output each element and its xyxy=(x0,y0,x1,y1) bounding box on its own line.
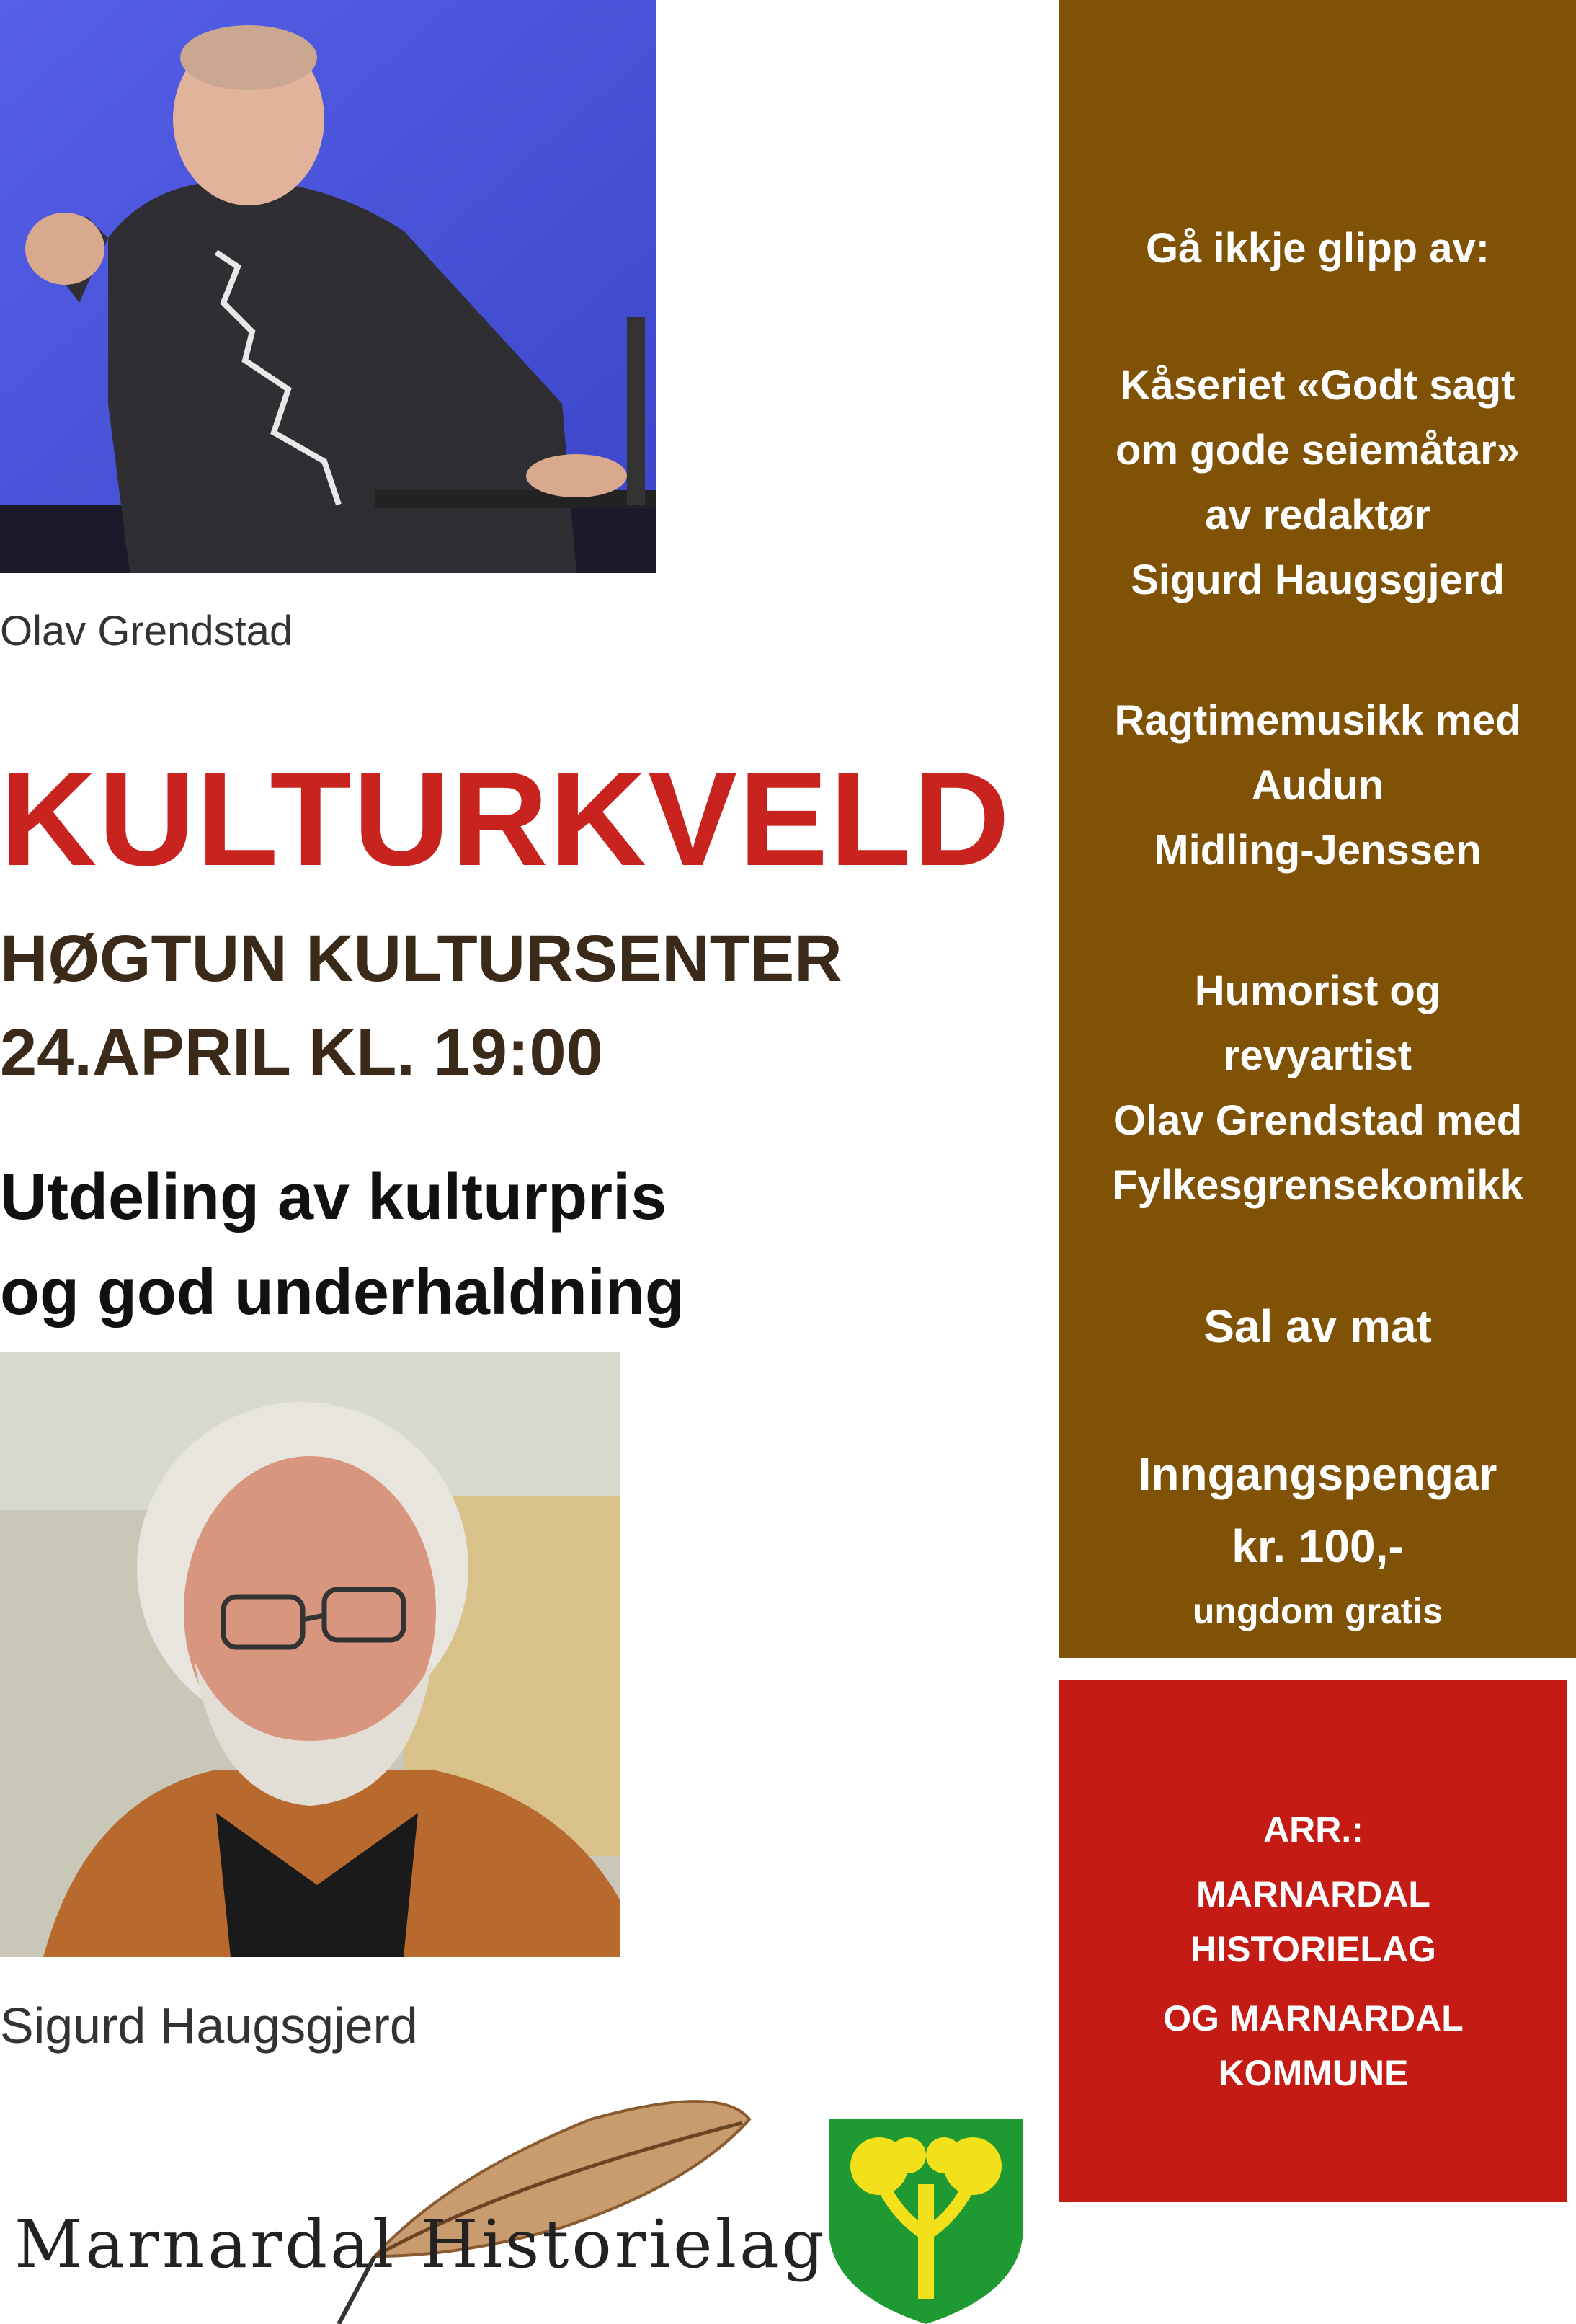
event-date: 24.APRIL KL. 19:00 xyxy=(0,1016,603,1089)
event-title: KULTURKVELD xyxy=(0,745,1012,894)
program-item-2-line-2: Audun xyxy=(1251,762,1384,809)
organizer-panel xyxy=(1059,1680,1567,2202)
program-price-note: ungdom gratis xyxy=(1192,1591,1443,1631)
program-item-3-line-3: Olav Grendstad med xyxy=(1113,1097,1523,1144)
organizer-line-2: HISTORIELAG xyxy=(1190,1929,1436,1969)
program-heading: Gå ikkje glipp av: xyxy=(1145,225,1490,272)
program-item-3-line-4: Fylkesgrensekomikk xyxy=(1112,1162,1523,1209)
program-item-1-line-4: Sigurd Haugsgjerd xyxy=(1131,556,1505,603)
program-item-3-line-2: revyartist xyxy=(1223,1032,1412,1079)
program-item-1-line-1: Kåseriet «Godt sagt xyxy=(1120,362,1515,409)
event-venue: HØGTUN KULTURSENTER xyxy=(0,922,842,995)
marnardal-coat-of-arms-icon xyxy=(829,2119,1023,2324)
program-price-label: Inngangspengar xyxy=(1138,1448,1497,1500)
program-food: Sal av mat xyxy=(1203,1300,1432,1352)
organizer-line-1: MARNARDAL xyxy=(1196,1874,1430,1915)
organizer-line-4: KOMMUNE xyxy=(1218,2053,1409,2093)
program-price: kr. 100,- xyxy=(1232,1520,1404,1572)
organizer-label: ARR.: xyxy=(1263,1809,1363,1850)
photo-olav-grendstad xyxy=(0,0,656,573)
organizer-line-3: OG MARNARDAL xyxy=(1163,1998,1464,2039)
event-description-line-2: og god underhaldning xyxy=(0,1256,685,1329)
program-panel xyxy=(1059,0,1576,1658)
program-item-3-line-1: Humorist og xyxy=(1194,967,1441,1014)
program-item-1-line-3: av redaktør xyxy=(1205,492,1430,538)
photo-caption-sigurd: Sigurd Haugsgjerd xyxy=(0,1997,418,2054)
program-item-1-line-2: om gode seiemåtar» xyxy=(1116,427,1520,474)
event-description-line-1: Utdeling av kulturpris xyxy=(0,1161,667,1233)
photo-caption-olav: Olav Grendstad xyxy=(0,608,293,655)
historielag-logo-text: Marnardal Historielag xyxy=(14,2206,827,2283)
photo-sigurd-haugsgjerd xyxy=(0,1352,620,1957)
program-item-2-line-3: Midling-Jenssen xyxy=(1154,827,1482,874)
program-item-2-line-1: Ragtimemusikk med xyxy=(1114,697,1521,744)
